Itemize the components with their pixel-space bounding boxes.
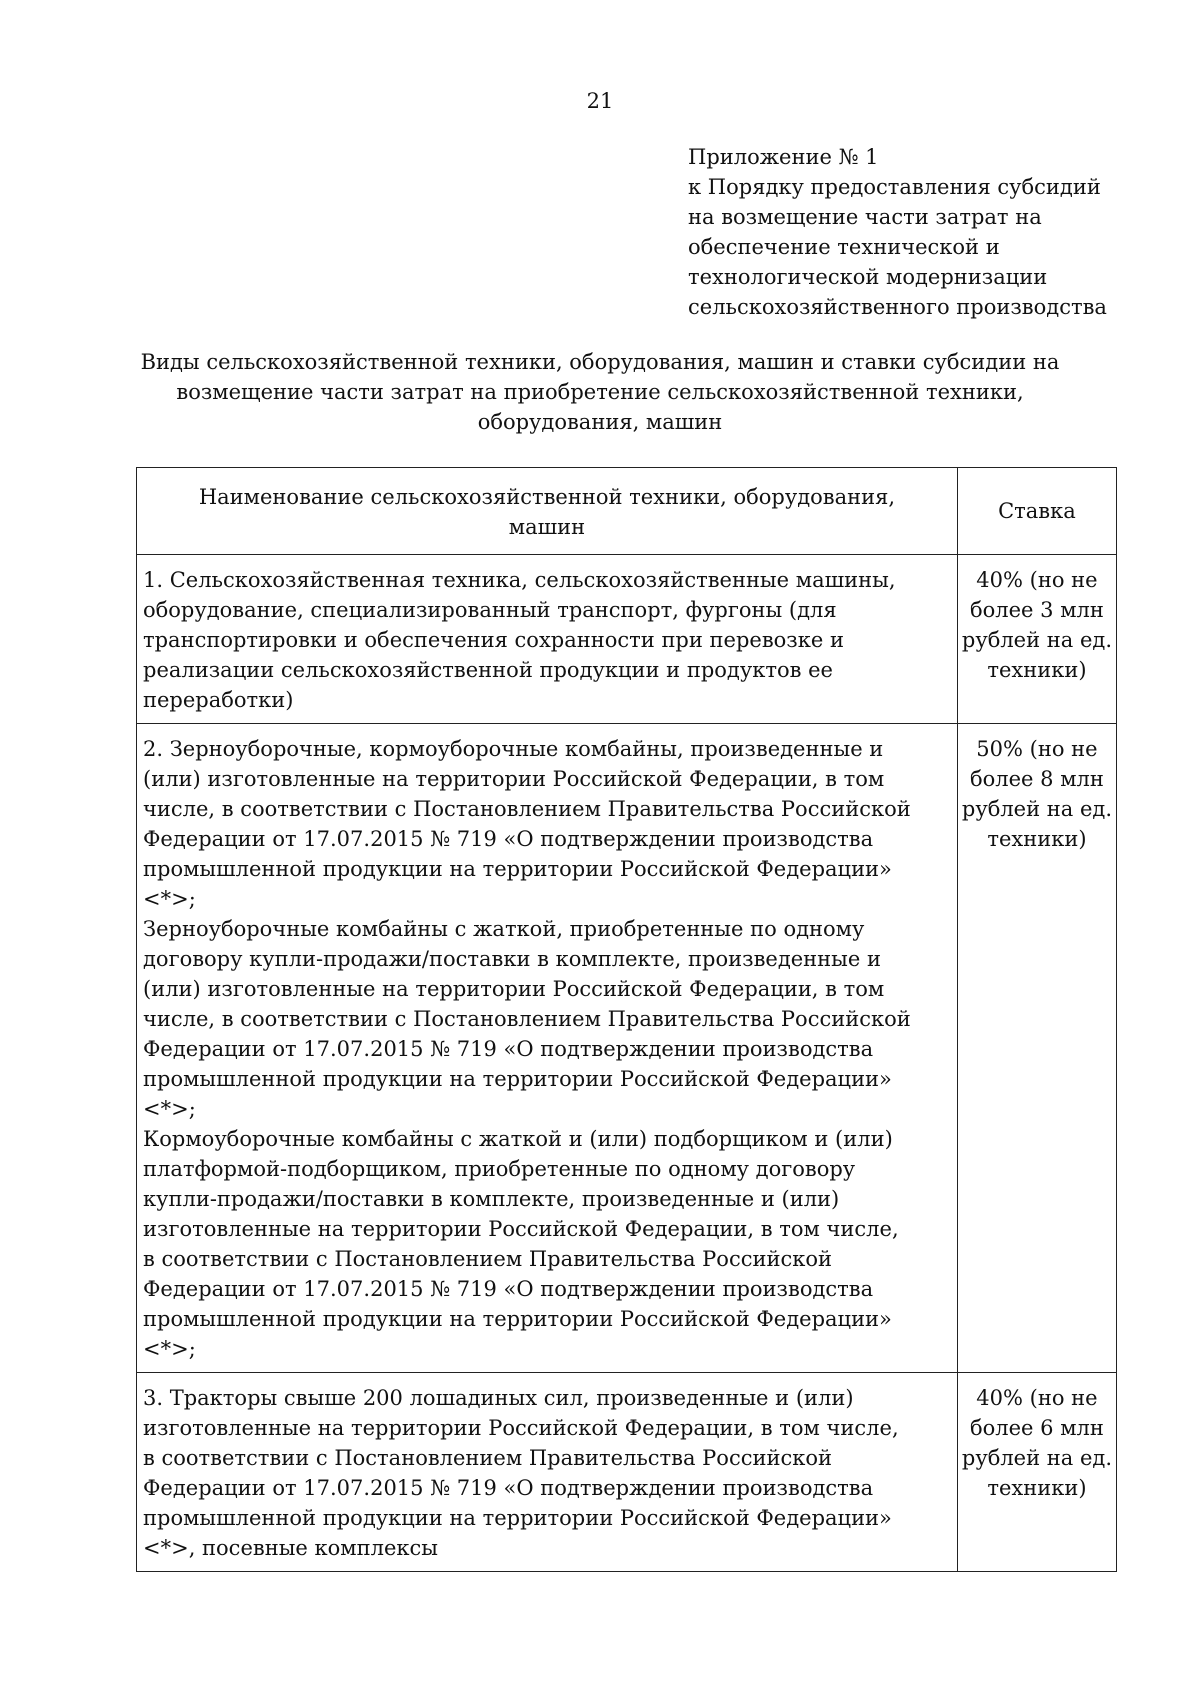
equipment-name-line: 2. Зерноуборочные, кормоуборочные комбайны, произведенные и (143, 737, 884, 761)
header-name-cell (137, 468, 958, 555)
appendix-line: к Порядку предоставления субсидий (688, 175, 1101, 199)
equipment-name-cell (137, 1373, 958, 1572)
equipment-name-line: платформой-подборщиком, приобретенные по одному договору (143, 1157, 856, 1181)
equipment-name-cell (137, 724, 958, 1373)
equipment-name-line: 1. Сельскохозяйственная техника, сельскохозяйственные машины, (143, 568, 896, 592)
equipment-name-line: (или) изготовленные на территории Российской Федерации, в том (143, 977, 885, 1001)
appendix-line: технологической модернизации (688, 265, 1048, 289)
subsidy-rate-line: 40% (но не (976, 1386, 1098, 1410)
equipment-name-line: Федерации от 17.07.2015 № 719 «О подтверждении производства (143, 827, 874, 851)
subsidy-rate-line: 50% (но не (976, 737, 1098, 761)
equipment-name-line: Кормоуборочные комбайны с жаткой и (или) подборщиком и (или) (143, 1127, 893, 1151)
equipment-name-line: числе, в соответствии с Постановлением Правительства Российской (143, 797, 911, 821)
equipment-name-line: числе, в соответствии с Постановлением Правительства Российской (143, 1007, 911, 1031)
subsidy-rate-line: более 8 млн (970, 767, 1104, 791)
subsidy-rate-cell (957, 555, 1116, 724)
subsidy-rate-line: рублей на ед. (961, 628, 1112, 652)
appendix-line: Приложение № 1 (688, 145, 879, 169)
equipment-name-line: промышленной продукции на территории Российской Федерации» (143, 1506, 892, 1530)
subsidy-rates-table (136, 467, 1117, 1572)
subsidy-rate-cell (957, 1373, 1116, 1572)
page-number: 21 (586, 89, 614, 113)
table-row (137, 1373, 1117, 1572)
subsidy-rate-line: рублей на ед. (961, 1446, 1112, 1470)
title-line: возмещение части затрат на приобретение сельскохозяйственной техники, (176, 380, 1024, 404)
table-body (137, 555, 1117, 1572)
equipment-name-line: транспортировки и обеспечения сохранности при перевозке и (143, 628, 844, 652)
equipment-name-line: купли-продажи/поставки в комплекте, произведенные и (или) (143, 1187, 840, 1211)
equipment-name-line: в соответствии с Постановлением Правительства Российской (143, 1247, 832, 1271)
equipment-name-line: промышленной продукции на территории Российской Федерации» (143, 1307, 892, 1331)
equipment-name-line: <*>; (143, 1097, 196, 1121)
equipment-name-line: Федерации от 17.07.2015 № 719 «О подтверждении производства (143, 1037, 874, 1061)
equipment-name-line: Федерации от 17.07.2015 № 719 «О подтверждении производства (143, 1277, 874, 1301)
equipment-name-line: 3. Тракторы свыше 200 лошадиных сил, произведенные и (или) (143, 1386, 854, 1410)
equipment-name-line: в соответствии с Постановлением Правительства Российской (143, 1446, 832, 1470)
header-name-line: Наименование сельскохозяйственной техники, оборудования, (198, 485, 896, 509)
subsidy-rate-line: 40% (но не (976, 568, 1098, 592)
equipment-name-line: Зерноуборочные комбайны с жаткой, приобретенные по одному (143, 917, 865, 941)
equipment-name-line: Федерации от 17.07.2015 № 719 «О подтверждении производства (143, 1476, 874, 1500)
table-row (137, 724, 1117, 1373)
title-line: оборудования, машин (477, 410, 723, 434)
equipment-name-line: промышленной продукции на территории Российской Федерации» (143, 857, 892, 881)
equipment-name-line: изготовленные на территории Российской Федерации, в том числе, (143, 1416, 899, 1440)
equipment-name-line: договору купли-продажи/поставки в комплекте, произведенные и (143, 947, 881, 971)
document-title (100, 347, 1100, 437)
equipment-name-line: (или) изготовленные на территории Российской Федерации, в том (143, 767, 885, 791)
subsidy-rate-line: более 3 млн (970, 598, 1104, 622)
subsidy-rate-line: рублей на ед. (961, 797, 1112, 821)
header-rate-cell: Ставка (957, 468, 1116, 555)
subsidy-rate-line: техники) (987, 1476, 1087, 1500)
equipment-name-line: переработки) (143, 688, 294, 712)
subsidy-rate-line: более 6 млн (970, 1416, 1104, 1440)
equipment-name-line: реализации сельскохозяйственной продукции и продуктов ее (143, 658, 833, 682)
equipment-name-line: <*>; (143, 887, 196, 911)
equipment-name-line: изготовленные на территории Российской Федерации, в том числе, (143, 1217, 899, 1241)
equipment-name-line: промышленной продукции на территории Российской Федерации» (143, 1067, 892, 1091)
equipment-name-line: <*>; (143, 1337, 196, 1361)
subsidy-rate-line: техники) (987, 658, 1087, 682)
appendix-line: на возмещение части затрат на (688, 205, 1042, 229)
equipment-name-cell (137, 555, 958, 724)
appendix-line: обеспечение технической и (688, 235, 1000, 259)
subsidy-rate-cell (957, 724, 1116, 1373)
title-line: Виды сельскохозяйственной техники, оборудования, машин и ставки субсидии на (140, 350, 1060, 374)
equipment-name-line: оборудование, специализированный транспорт, фургоны (для (143, 598, 837, 622)
appendix-line: сельскохозяйственного производства (688, 295, 1107, 319)
table-row (137, 555, 1117, 724)
appendix-reference (688, 142, 1188, 322)
table-header-row (137, 468, 1117, 555)
subsidy-rate-line: техники) (987, 827, 1087, 851)
equipment-name-line: <*>, посевные комплексы (143, 1536, 438, 1560)
header-name-line: машин (508, 515, 586, 539)
